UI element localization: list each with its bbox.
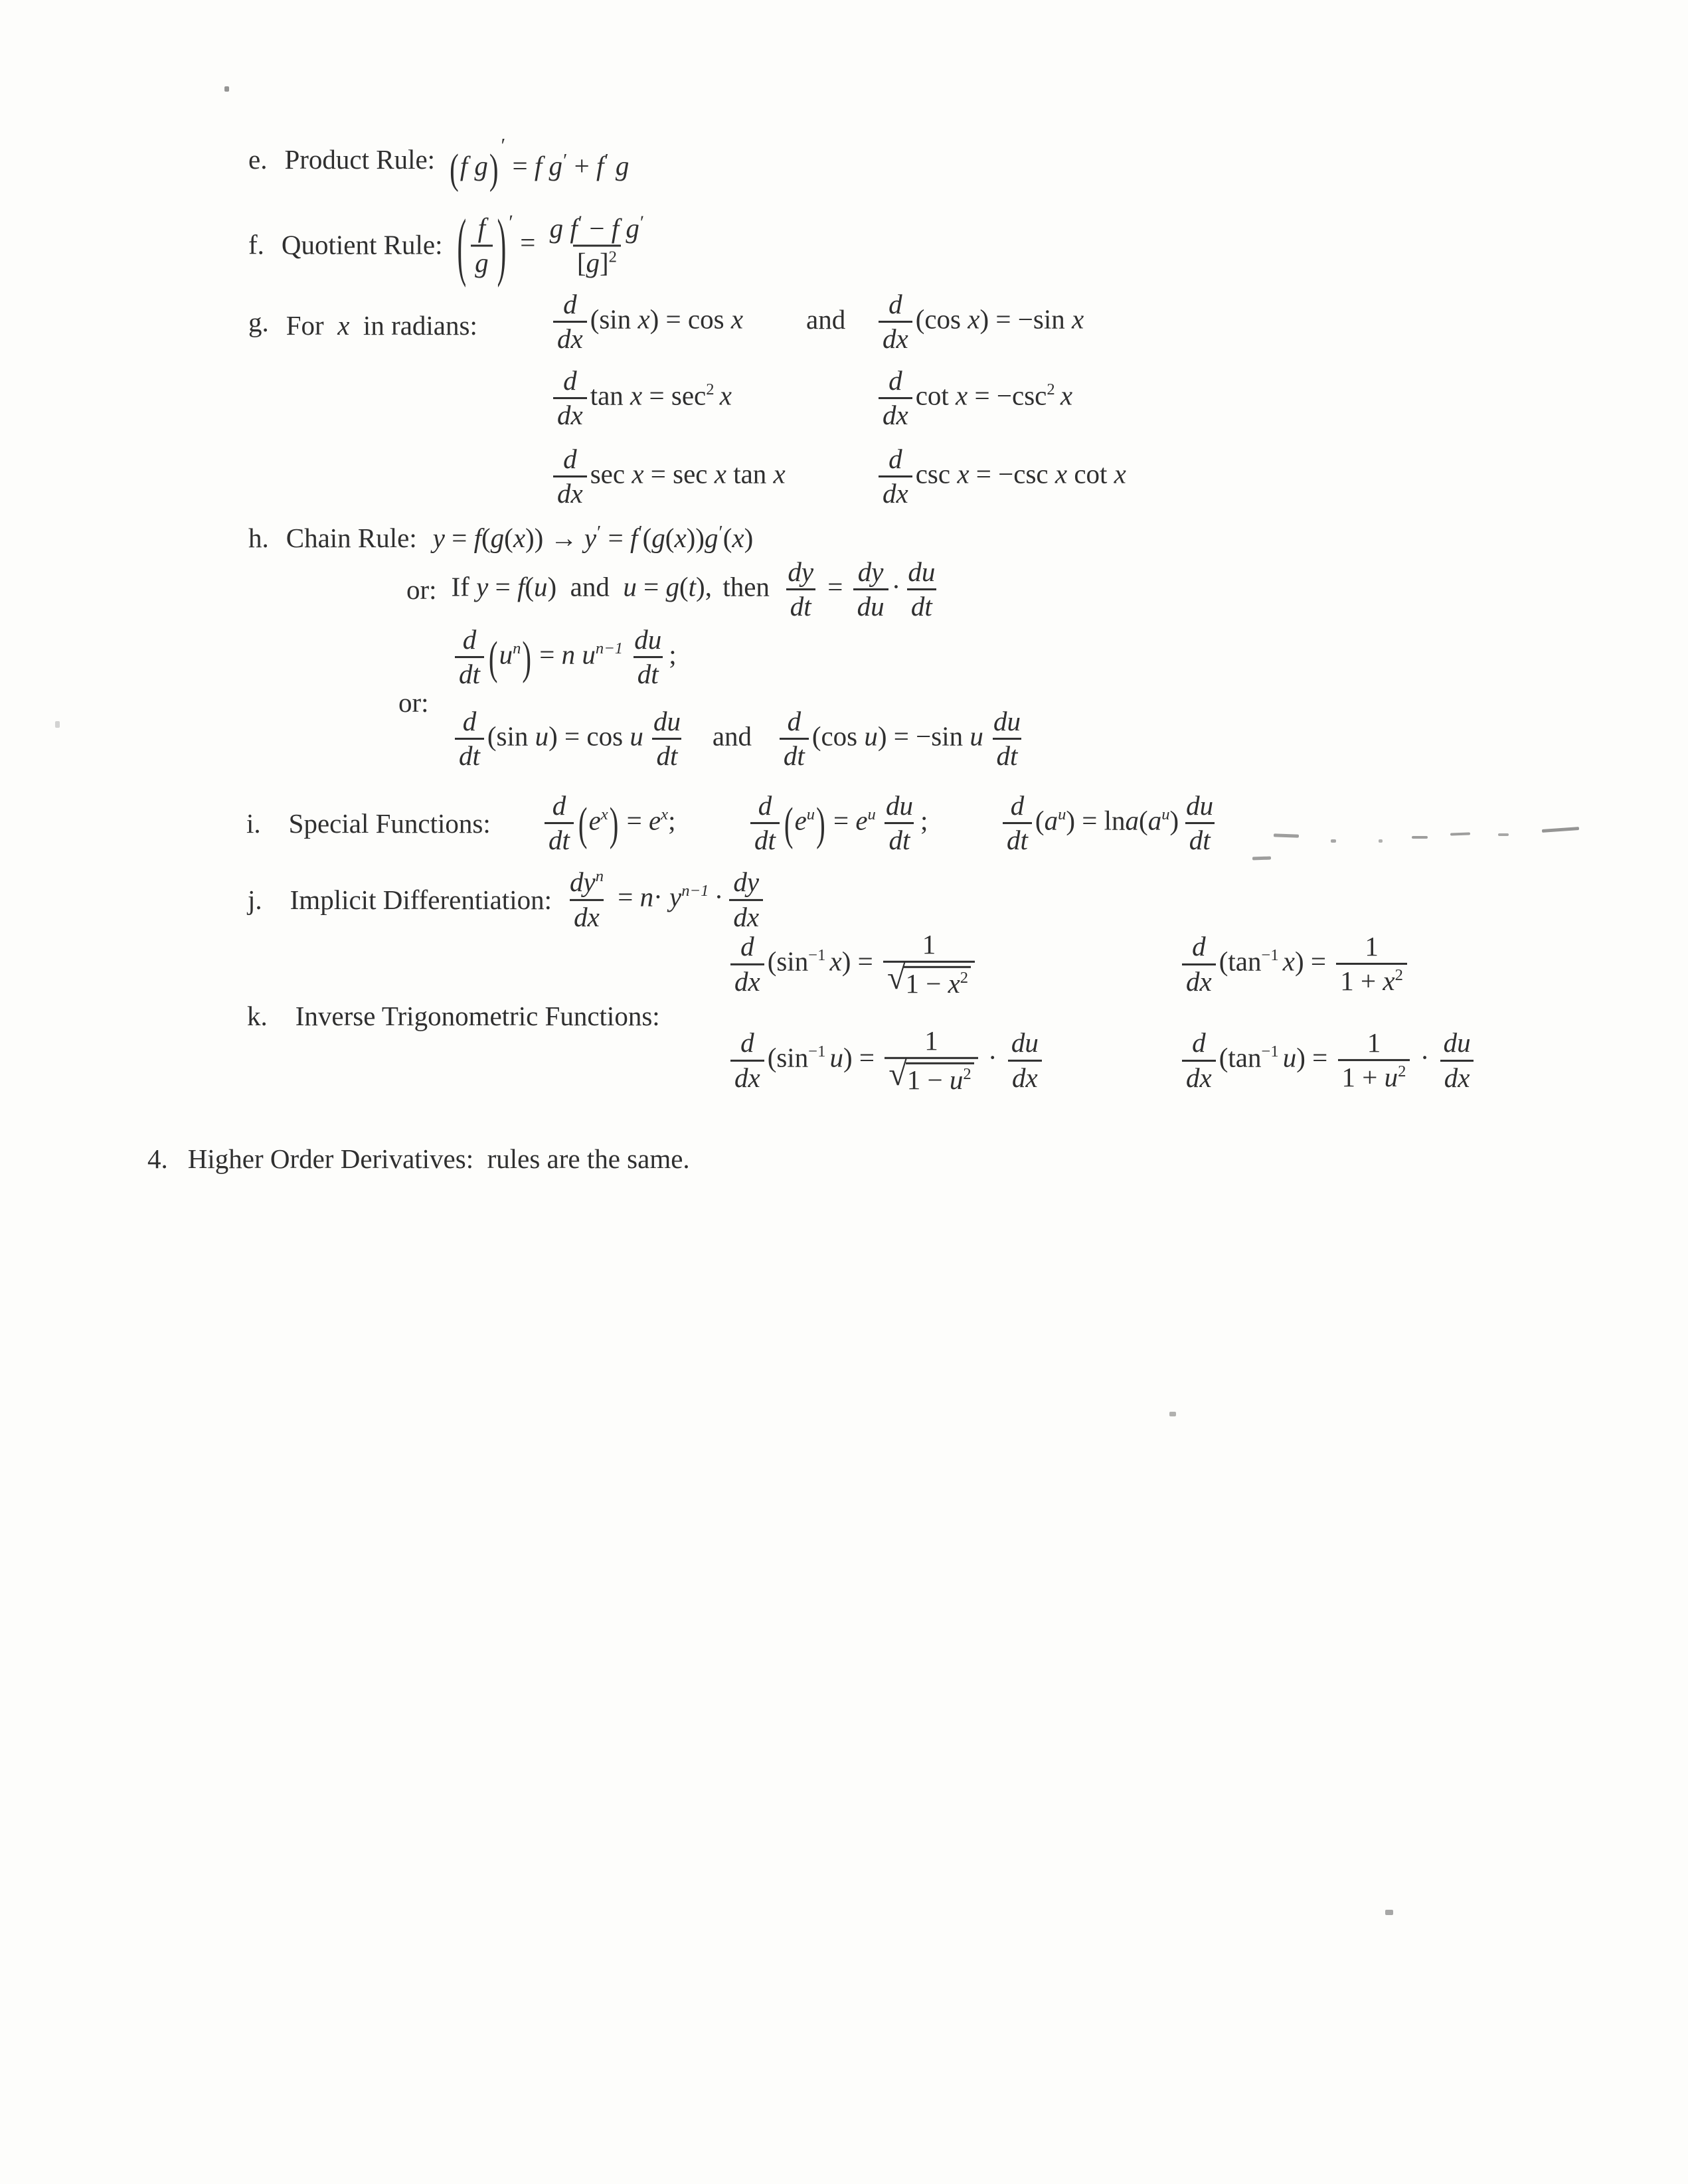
rule-h-row [248, 522, 753, 554]
rule-i-title: Special Functions: [288, 808, 491, 839]
scan-artifact [1412, 836, 1428, 839]
k-arcsin-x-row [727, 930, 978, 998]
scan-artifact [1169, 1412, 1176, 1416]
item-4-text: Higher Order Derivatives: rules are the same. [187, 1143, 690, 1174]
or2-trig-row [452, 707, 1028, 771]
g-eq-cos-formula: $\frac{d}{dx}$ (cos x) = −sin x [875, 290, 1084, 354]
h-or-label: or: [406, 574, 437, 605]
i-formula-3 [999, 792, 1221, 855]
rule-f-formula: ( $\frac{f}{g}$ ) ′ = $\frac{g f' - f g'}{[g]^2}$ [457, 203, 645, 288]
g-eq-cos [875, 290, 1084, 354]
scan-artifact [1542, 827, 1579, 833]
scan-artifact [1331, 839, 1336, 843]
g-eq-sin-formula: $\frac{d}{dx}$ (sin x) = cos x [550, 290, 743, 354]
g-eq-sec-formula: $\frac{d}{dx}$ sec x = sec x tan x [550, 445, 786, 509]
rule-h-formula: y = f(g(x)) → y′ = f′(g(x))g′(x) [432, 522, 754, 553]
g-eq-tan-formula: $\frac{d}{dx}$ $\tan x = \sec^2 x$ [550, 367, 732, 430]
rule-k-heading [247, 1000, 660, 1032]
i-exp-u-formula: $\frac{d}{dt}$ $(e^u) = e^u$ $\frac{du}{dt}$ ; [747, 792, 928, 855]
k-arctan-x-row [1179, 932, 1410, 996]
item-4-row [147, 1143, 690, 1175]
i-formula-1 [541, 792, 676, 855]
scan-artifact [1274, 833, 1299, 837]
scan-artifact [1385, 1910, 1393, 1915]
rule-g-label: g. [248, 307, 269, 337]
rule-g-title: For x in radians: [286, 310, 477, 341]
rule-e-row [248, 133, 630, 193]
scan-artifact [224, 86, 229, 92]
scan-artifact [1252, 857, 1271, 861]
or2-power-row [452, 626, 677, 689]
rule-j-label: j. [248, 884, 262, 915]
or2-label-row [398, 687, 429, 718]
rule-e-label: e. [248, 144, 268, 175]
i-a-power-formula: $\frac{d}{dt}$ $(a^u) = \ln a(a^u)$ $\frac{du}{dt}$ [999, 792, 1221, 855]
g-eq-csc [875, 445, 1126, 509]
g-eq-cot [875, 367, 1072, 430]
k-arctan-u-formula: $\frac{d}{dx}$ ($\tan^{-1}$ u) = $\frac{1}{1 + u^2}$ · $\frac{du}{dx}$ [1179, 1029, 1478, 1092]
scan-artifact [55, 721, 60, 728]
g-eq-tan [550, 367, 732, 430]
rule-j-title: Implicit Differentiation: [290, 884, 552, 915]
rule-i-label: i. [246, 808, 261, 839]
rule-h-label: h. [248, 523, 269, 553]
scan-artifact [1379, 839, 1383, 843]
rule-f-title: Quotient Rule: [281, 229, 443, 260]
item-4-label: 4. [147, 1143, 168, 1174]
g-eq-sec [550, 445, 786, 509]
rule-j-row [248, 868, 766, 932]
rule-h-title: Chain Rule: [286, 523, 417, 553]
scan-artifact [1498, 833, 1509, 836]
h-or-formula: If y = f(u) and u = g(t), then $\frac{dy}{dt}$ = $\frac{dy}{du}$ · $\frac{du}{dt}$ [451, 556, 936, 622]
k-arctan-u-row [1179, 1029, 1478, 1092]
rule-i-heading [246, 807, 491, 839]
or2-power-formula: $\frac{d}{dt}$ $(u^n) = n$ $u^{n-1}$ $\frac{du}{dt}$ ; [452, 626, 677, 689]
and-text: and [806, 304, 846, 335]
or2-label: or: [398, 687, 429, 718]
g-eq-csc-formula: $\frac{d}{dx}$ csc x = −csc x cot x [875, 445, 1126, 509]
k-arcsin-u-row [727, 1027, 1046, 1094]
i-exp-x-formula: $\frac{d}{dt}$ $(e^x) = e^x$; [541, 792, 676, 855]
rule-g-heading [248, 303, 477, 341]
h-or-row [406, 558, 942, 622]
rule-e-formula: (f g) ′ = f g′ + f′ g [450, 133, 630, 193]
g-eq-cot-formula: $\frac{d}{dx}$ $\cot x = -\csc^2$ x [875, 367, 1072, 430]
g-and-word [806, 303, 845, 335]
rule-f-label: f. [248, 229, 264, 260]
g-eq-sin [550, 290, 743, 354]
i-formula-2 [747, 792, 928, 855]
rule-j-formula: $dy^n$ dx = $n\cdot y^{n-1}$ · $\frac{dy}{dx}$ [562, 868, 766, 932]
k-arcsin-u-formula: $\frac{d}{dx}$ ($\sin^{-1}$ u) = 1 √ $1 - u^2$ · $\frac{du}{dx}$ [727, 1027, 1046, 1094]
scan-artifact [1450, 832, 1470, 835]
k-arcsin-x-formula: $\frac{d}{dx}$ ($\sin^{-1}$ x) = 1 √ $1 - x^2$ [727, 930, 978, 998]
rule-k-label: k. [247, 1001, 268, 1031]
rule-e-title: Product Rule: [284, 144, 436, 175]
or2-trig-formula: $\frac{d}{dt}$ (sin u) = cos u $\frac{du}{dt}$ and $\frac{d}{dt}$ (cos u) = −sin u $\frac{du}{dt}$ [452, 707, 1028, 771]
rule-f-row [248, 203, 651, 288]
k-arctan-x-formula: $\frac{d}{dx}$ ($\tan^{-1}$ x) = $\frac{1}{1 + x^2}$ [1179, 932, 1410, 996]
rule-k-title: Inverse Trigonometric Functions: [295, 1001, 660, 1031]
